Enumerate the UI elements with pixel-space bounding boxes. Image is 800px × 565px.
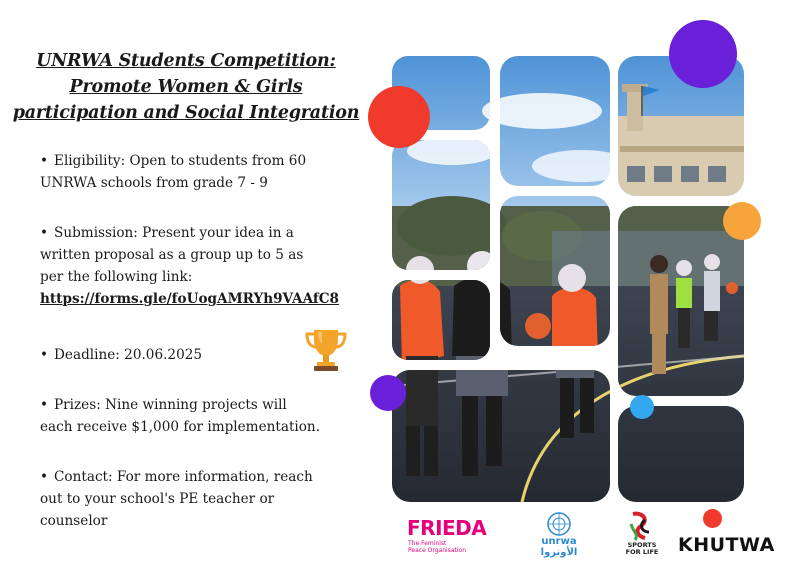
red-circle-decoration — [368, 86, 430, 148]
submission-line-3: per the following link: — [40, 269, 193, 285]
contact-line-3: counselor — [40, 513, 108, 529]
bullet-icon: • — [40, 347, 49, 363]
sports-for-life-text — [617, 542, 667, 556]
submission-line-1: Submission: Present your idea in a — [54, 225, 294, 241]
title-line-2: Promote Women & Girls — [69, 77, 303, 97]
unrwa-arabic-wordmark: الأونروا — [540, 547, 578, 558]
eligibility-line-2: UNRWA schools from grade 7 - 9 — [40, 175, 268, 191]
title-line-3: participation and Social Integration — [12, 103, 360, 123]
sports-for-life-line-1: SPORTS — [627, 541, 657, 549]
unrwa-logo — [520, 510, 598, 560]
bullet-icon: • — [40, 225, 49, 241]
frieda-tagline-line-1: The Feminist — [408, 540, 447, 547]
submission-link[interactable]: https://forms.gle/foUogAMRYh9VAAfC8 — [40, 291, 340, 307]
contact-line-1: Contact: For more information, reach — [54, 469, 313, 485]
frieda-tagline-line-2: Peace Organisation — [408, 547, 467, 554]
bullet-icon: • — [40, 397, 49, 413]
submission-line-2: written proposal as a group up to 5 as — [40, 247, 304, 263]
bullet-icon: • — [40, 153, 49, 169]
contact-line-2: out to your school's PE teacher or — [40, 491, 275, 507]
prizes-item — [40, 394, 370, 438]
prizes-line-2: each receive $1,000 for implementation. — [40, 419, 321, 435]
title-line-1: UNRWA Students Competition: — [36, 51, 336, 71]
contact-item — [40, 466, 370, 532]
khutwa-logo: KHUTWA — [678, 534, 775, 556]
eligibility-item — [40, 150, 370, 194]
submission-item — [40, 222, 370, 310]
eligibility-line-1: Eligibility: Open to students from 60 — [54, 153, 307, 169]
page-title — [0, 48, 372, 126]
orange-circle-decoration — [723, 202, 761, 240]
blue-circle-decoration — [630, 395, 654, 419]
prizes-line-1: Prizes: Nine winning projects will — [54, 397, 287, 413]
frieda-logo: FRIEDA — [407, 516, 487, 540]
bullet-icon: • — [40, 469, 49, 485]
deadline-text: Deadline: 20.06.2025 — [54, 347, 203, 363]
small-purple-circle-decoration — [370, 375, 406, 411]
unrwa-wordmark: unrwa — [541, 536, 577, 547]
purple-circle-decoration — [669, 20, 737, 88]
partner-logos — [395, 510, 795, 565]
photo-collage — [392, 56, 744, 502]
trophy-icon — [304, 326, 348, 372]
sports-for-life-line-2: FOR LIFE — [625, 548, 659, 556]
frieda-tagline — [408, 540, 478, 554]
